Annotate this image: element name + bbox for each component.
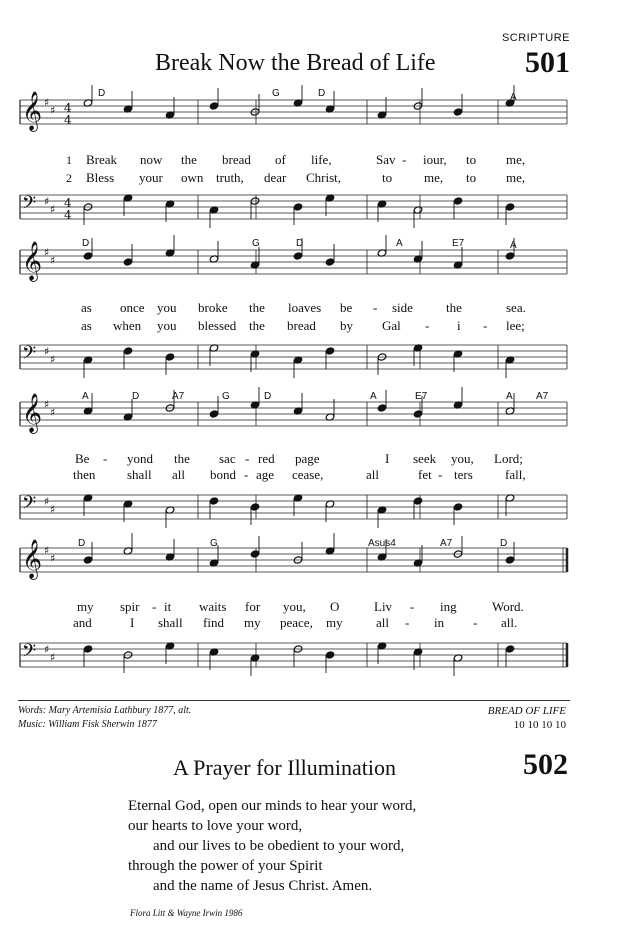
prayer-credit: Flora Litt & Wayne Irwin 1986: [130, 908, 243, 918]
hymn-number: 501: [525, 46, 570, 79]
svg-text:♯: ♯: [50, 552, 56, 565]
lyric: and: [73, 615, 92, 630]
lyric: -: [473, 615, 478, 630]
svg-text:𝄢: 𝄢: [22, 343, 37, 368]
lyric: red: [258, 451, 275, 466]
lyric: bond: [210, 467, 236, 482]
lyric: Be: [75, 451, 90, 466]
lyric: all: [376, 615, 389, 630]
lyric: of: [275, 152, 286, 167]
svg-text:𝄞: 𝄞: [22, 393, 43, 433]
lyric: I: [130, 615, 135, 630]
lyric: me,: [506, 170, 526, 185]
lyric: blessed: [198, 318, 237, 333]
section-label: SCRIPTURE: [501, 32, 570, 44]
svg-text:♯: ♯: [44, 643, 50, 656]
lyric: the: [446, 300, 462, 315]
chord: A7: [440, 538, 453, 549]
lyric: sea.: [506, 300, 526, 315]
lyric: O: [330, 599, 340, 614]
lyric: you,: [283, 599, 306, 614]
chord: A7: [172, 391, 185, 402]
divider: [18, 700, 570, 701]
lyric: loaves: [288, 300, 322, 315]
lyric: truth,: [216, 170, 244, 185]
chord: A: [506, 391, 513, 402]
chord: A: [370, 391, 377, 402]
lyric: Christ,: [306, 170, 342, 185]
svg-text:4: 4: [64, 208, 72, 222]
lyric: you,: [451, 451, 474, 466]
chord: D: [82, 238, 90, 249]
lyric: the: [249, 300, 265, 315]
lyric: my: [77, 599, 94, 614]
lyric: -: [410, 599, 415, 614]
svg-text:♯: ♯: [50, 406, 56, 419]
lyric: iour,: [423, 152, 447, 167]
lyric: then: [73, 467, 96, 482]
lyric: the: [181, 152, 197, 167]
chord: D: [296, 238, 304, 249]
svg-text:♯: ♯: [50, 203, 56, 216]
lyric: yond: [127, 451, 153, 466]
lyric: Word.: [492, 599, 524, 614]
prayer-line: our hearts to love your word,: [128, 818, 303, 834]
lyric: me,: [506, 152, 526, 167]
chord: D: [318, 88, 326, 99]
lyric: -: [402, 152, 407, 167]
lyric: to: [382, 170, 393, 185]
prayer-title: A Prayer for Illumination: [173, 755, 397, 780]
prayer-line: through the power of your Spirit: [128, 858, 323, 874]
svg-text:♯: ♯: [50, 503, 56, 516]
chord: E7: [415, 391, 428, 402]
lyric: Liv: [374, 599, 393, 614]
svg-text:♯: ♯: [50, 651, 56, 664]
lyric: age: [256, 467, 275, 482]
lyric: waits: [199, 599, 227, 614]
chord: D: [78, 538, 86, 549]
lyric: -: [373, 300, 378, 315]
chord: G: [252, 238, 260, 249]
chord: G: [222, 391, 230, 402]
lyric: it: [164, 599, 172, 614]
svg-text:♯: ♯: [44, 345, 50, 358]
svg-text:♯: ♯: [44, 544, 50, 557]
chord: D: [500, 538, 508, 549]
lyric: you: [157, 300, 177, 315]
lyric: me,: [424, 170, 444, 185]
chord: A: [510, 240, 517, 251]
chord: A7: [536, 391, 549, 402]
lyric: lee;: [506, 318, 525, 333]
lyric: spir: [120, 599, 140, 614]
svg-text:𝄞: 𝄞: [22, 91, 43, 131]
chord: A: [396, 238, 403, 249]
lyric: Sav: [376, 152, 396, 167]
lyric: ters: [454, 467, 473, 482]
svg-text:♯: ♯: [44, 195, 50, 208]
prayer-line: and the name of Jesus Christ. Amen.: [153, 878, 373, 894]
lyric: Gal: [382, 318, 401, 333]
svg-text:𝄢: 𝄢: [22, 193, 37, 218]
lyric: shall: [158, 615, 183, 630]
chord: E7: [452, 238, 465, 249]
lyric: find: [203, 615, 224, 630]
lyric: side: [392, 300, 413, 315]
lyric: page: [295, 451, 320, 466]
lyric: your: [139, 170, 163, 185]
lyric: all.: [501, 615, 518, 630]
lyric: as: [81, 318, 92, 333]
lyric: for: [245, 599, 261, 614]
lyric: I: [385, 451, 390, 466]
chord: Asus4: [368, 538, 396, 549]
lyric: -: [405, 615, 410, 630]
lyric: -: [425, 318, 430, 333]
lyric: life,: [311, 152, 332, 167]
svg-text:4: 4: [64, 113, 72, 127]
lyric: fet: [418, 467, 432, 482]
lyric: own: [181, 170, 204, 185]
lyric: as: [81, 300, 92, 315]
music-credit: Music: William Fisk Sherwin 1877: [18, 719, 157, 730]
prayer-number: 502: [523, 748, 568, 781]
svg-text:4: 4: [64, 196, 72, 210]
hymn-title: Break Now the Bread of Life: [155, 50, 436, 76]
svg-text:♯: ♯: [44, 398, 50, 411]
lyric: when: [113, 318, 142, 333]
chord: G: [272, 88, 280, 99]
lyric: my: [244, 615, 261, 630]
lyric: -: [103, 451, 108, 466]
svg-text:♯: ♯: [44, 246, 50, 259]
chord: D: [98, 88, 106, 99]
chord: D: [132, 391, 140, 402]
lyric: bread: [287, 318, 316, 333]
lyric: -: [244, 467, 249, 482]
lyric: shall: [127, 467, 152, 482]
lyric: bread: [222, 152, 251, 167]
lyric: in: [434, 615, 445, 630]
svg-text:4: 4: [64, 101, 72, 115]
words-credit: Words: Mary Artemisia Lathbury 1877, alt.: [18, 705, 192, 716]
svg-text:𝄞: 𝄞: [22, 241, 43, 281]
lyric: peace,: [280, 615, 313, 630]
verse-number: 2: [66, 171, 72, 185]
svg-text:𝄞: 𝄞: [22, 539, 43, 579]
lyric: all: [366, 467, 379, 482]
prayer-line: and our lives to be obedient to your word,: [153, 838, 405, 854]
lyric: -: [483, 318, 488, 333]
lyric: you: [157, 318, 177, 333]
lyric: seek: [413, 451, 437, 466]
verse-number: 1: [66, 153, 72, 167]
svg-text:♯: ♯: [50, 104, 56, 117]
lyric: -: [152, 599, 157, 614]
lyric: to: [466, 170, 477, 185]
lyric: the: [174, 451, 190, 466]
chord: A: [510, 92, 517, 103]
svg-text:𝄢: 𝄢: [22, 641, 37, 666]
svg-text:♯: ♯: [50, 254, 56, 267]
lyric: sac: [219, 451, 236, 466]
lyric: -: [245, 451, 250, 466]
meter: 10 10 10 10: [513, 719, 566, 731]
chord: G: [210, 538, 218, 549]
lyric: to: [466, 152, 477, 167]
svg-text:𝄢: 𝄢: [22, 493, 37, 518]
svg-text:♯: ♯: [44, 495, 50, 508]
tune-name: BREAD OF LIFE: [487, 705, 566, 717]
lyric: now: [140, 152, 163, 167]
prayer-line: Eternal God, open our minds to hear your word,: [128, 798, 417, 814]
lyric: cease,: [292, 467, 324, 482]
lyric: broke: [198, 300, 228, 315]
lyric: all: [172, 467, 185, 482]
lyric: fall,: [505, 467, 526, 482]
svg-text:♯: ♯: [44, 96, 50, 109]
lyric: ing: [440, 599, 457, 614]
lyric: i: [457, 318, 461, 333]
lyric: dear: [264, 170, 287, 185]
lyric: Break: [86, 152, 118, 167]
chord: A: [82, 391, 89, 402]
lyric: the: [249, 318, 265, 333]
lyric: -: [438, 467, 443, 482]
lyric: my: [326, 615, 343, 630]
lyric: Bless: [86, 170, 115, 185]
lyric: Lord;: [494, 451, 523, 466]
lyric: once: [120, 300, 145, 315]
lyric: by: [340, 318, 353, 333]
svg-text:♯: ♯: [50, 353, 56, 366]
lyric: be: [340, 300, 353, 315]
chord: D: [264, 391, 272, 402]
